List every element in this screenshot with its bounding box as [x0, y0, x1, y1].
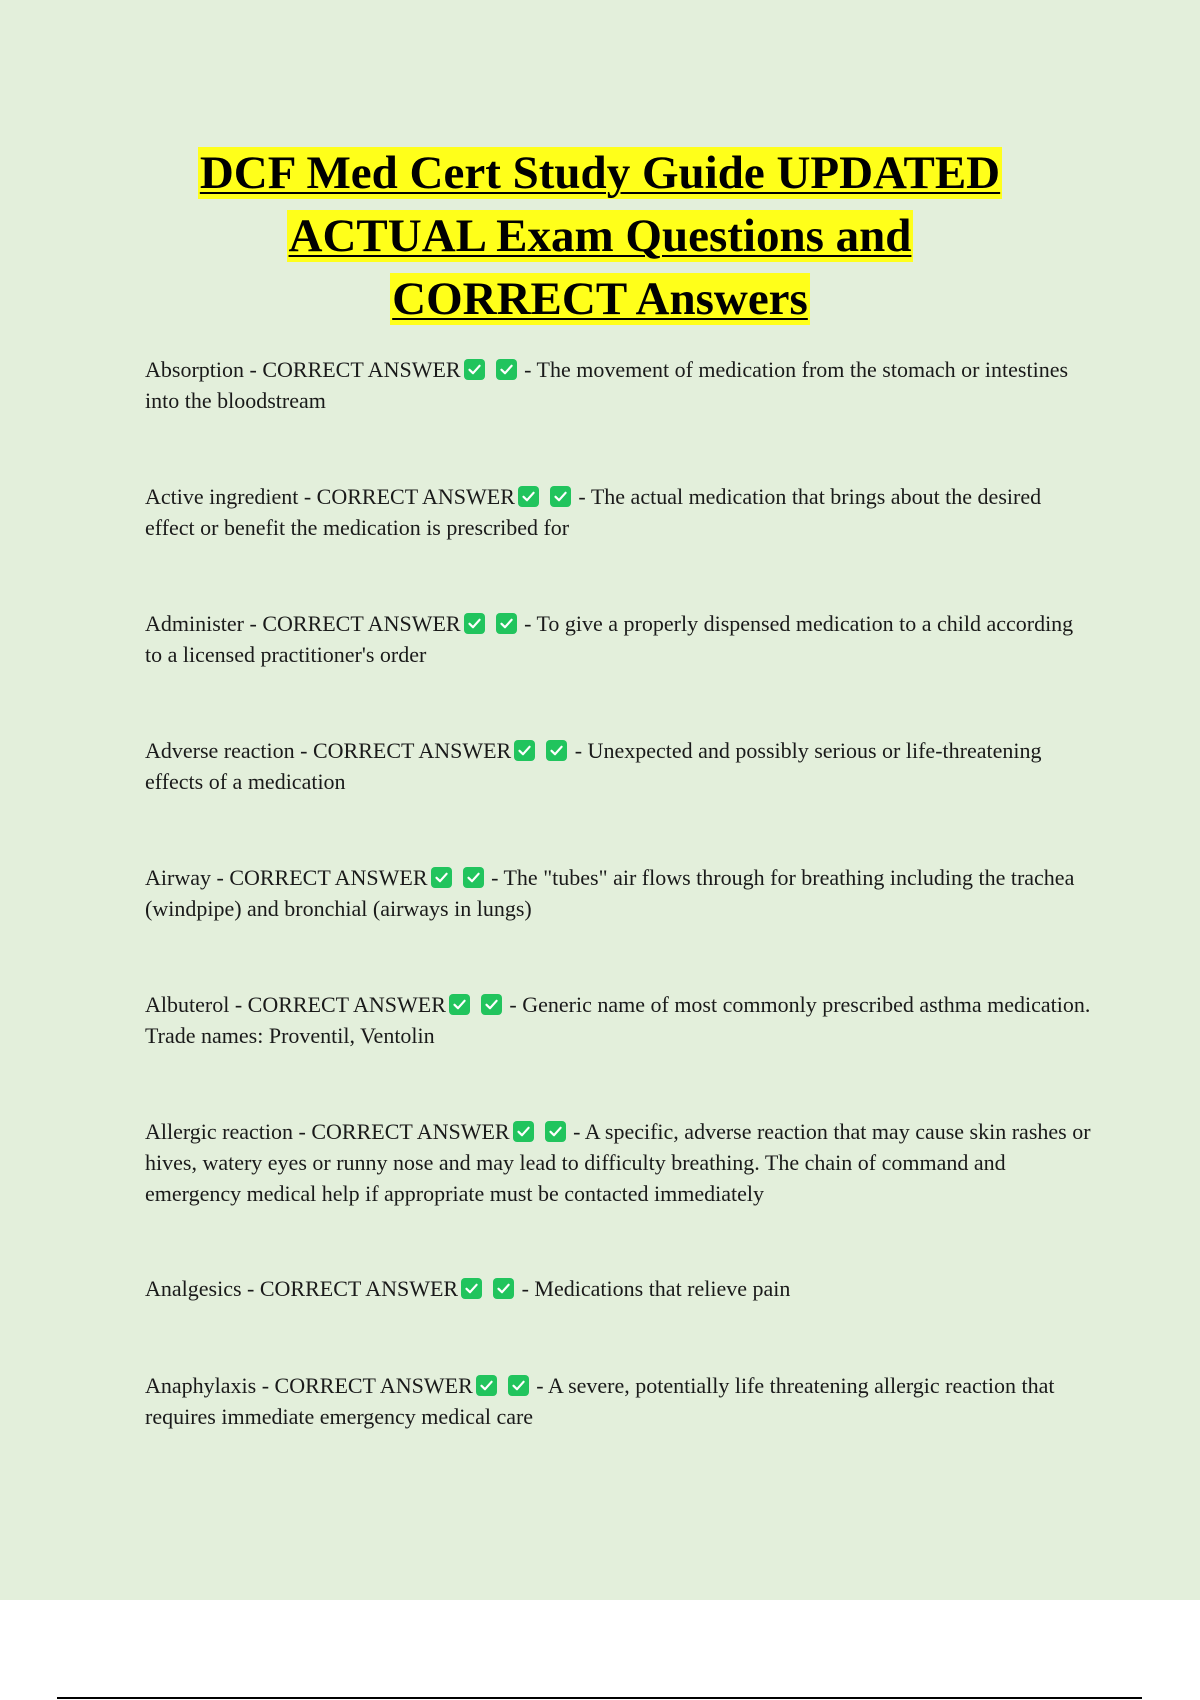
answer-marker: CORRECT ANSWER: [262, 611, 461, 636]
checkmark-icon: [449, 994, 470, 1015]
glossary-entry: [145, 1273, 1095, 1304]
entry-term: Albuterol -: [145, 992, 248, 1017]
entry-definition: - To give a properly dispensed medication to a child according to a licensed practitioner's order: [145, 611, 1074, 667]
glossary-entry: [145, 354, 1095, 416]
answer-marker: CORRECT ANSWER: [229, 865, 428, 890]
checkmark-icon: [431, 867, 452, 888]
glossary-entry: [145, 1116, 1095, 1209]
answer-marker: CORRECT ANSWER: [259, 1276, 459, 1301]
entry-definition: - The movement of medication from the stomach or intestines into the bloodstream: [145, 357, 1069, 413]
entry-definition: - Medications that relieve pain: [516, 1276, 791, 1301]
checkmark-icon: [461, 1278, 482, 1299]
entry-term: Administer -: [145, 611, 263, 636]
entry-definition: - Generic name of most commonly prescribed asthma medication. Trade names: Proventil, Ventolin: [145, 992, 1091, 1048]
footer-divider: [57, 1697, 1142, 1699]
answer-marker: CORRECT ANSWER: [274, 1373, 473, 1398]
checkmark-icon: [513, 1121, 534, 1142]
checkmark-icon: [481, 994, 502, 1015]
glossary-entry: [145, 735, 1095, 797]
checkmark-icon: [464, 613, 485, 634]
checkmark-icon: [476, 1375, 497, 1396]
glossary-entry: [145, 608, 1095, 670]
answer-marker: CORRECT ANSWER: [311, 1119, 510, 1144]
checkmark-icon: [550, 486, 571, 507]
answer-marker: CORRECT ANSWER: [247, 992, 446, 1017]
checkmark-icon: [496, 613, 517, 634]
title-line-3: CORRECT Answers: [392, 273, 808, 325]
entry-term: Analgesics -: [145, 1276, 260, 1301]
entry-definition: - Unexpected and possibly serious or life-threatening effects of a medication: [145, 738, 1042, 794]
entry-definition: - The "tubes" air flows through for breathing including the trachea (windpipe) and bronchial (airways in lungs): [145, 865, 1075, 921]
checkmark-icon: [518, 486, 539, 507]
entry-term: Airway -: [145, 865, 230, 890]
entry-definition: - A severe, potentially life threatening allergic reaction that requires immediate emergency medical care: [145, 1373, 1055, 1429]
title-line-1: DCF Med Cert Study Guide UPDATED: [199, 147, 1001, 199]
glossary-entry: [145, 989, 1095, 1051]
entry-term: Allergic reaction -: [145, 1119, 312, 1144]
checkmark-icon: [545, 1121, 566, 1142]
entry-definition: - The actual medication that brings about the desired effect or benefit the medication is prescribed for: [145, 484, 1042, 540]
answer-marker: CORRECT ANSWER: [262, 357, 461, 382]
checkmark-icon: [514, 740, 535, 761]
glossary-entry: [145, 1370, 1095, 1432]
answer-marker: CORRECT ANSWER: [316, 484, 515, 509]
glossary-entry: [145, 862, 1095, 924]
document-title: [0, 142, 1200, 331]
title-line-2: ACTUAL Exam Questions and: [288, 210, 912, 262]
checkmark-icon: [496, 359, 517, 380]
entry-term: Active ingredient -: [145, 484, 317, 509]
entry-term: Adverse reaction -: [145, 738, 313, 763]
checkmark-icon: [546, 740, 567, 761]
checkmark-icon: [508, 1375, 529, 1396]
checkmark-icon: [463, 867, 484, 888]
entry-term: Anaphylaxis -: [145, 1373, 275, 1398]
checkmark-icon: [493, 1278, 514, 1299]
glossary-entry: [145, 481, 1095, 543]
checkmark-icon: [464, 359, 485, 380]
entry-definition: - A specific, adverse reaction that may cause skin rashes or hives, watery eyes or runny nose and may lead to difficulty breathing. The chain of command and emergency medical help if appropriate must be contacted immediately: [145, 1119, 1091, 1206]
entry-term: Absorption -: [145, 357, 263, 382]
answer-marker: CORRECT ANSWER: [312, 738, 512, 763]
